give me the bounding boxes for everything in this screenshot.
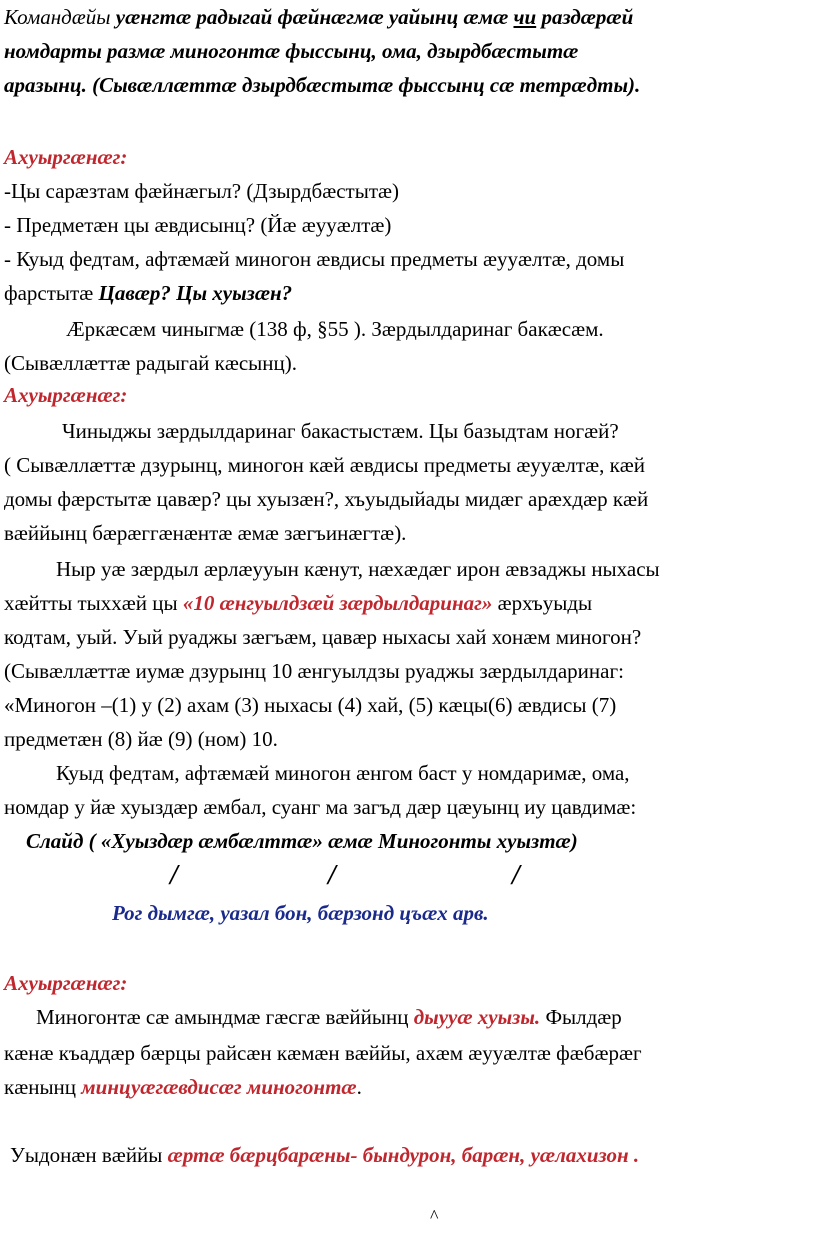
- paragraph-3-line-4: (Сывæллæттæ иумæ дзурынц 10 æнгуылдзы руаджы зæрдылдаринаг:: [4, 659, 624, 683]
- q3-bold-questions: Цавæр? Цы хуызæн?: [98, 281, 293, 305]
- paragraph-3-line-5: «Миногон –(1) у (2) ахам (3) ныхасы (4) хай, (5) кæцы(6) æвдисы (7): [4, 693, 617, 717]
- paragraph-3-line-6: предметæн (8) йæ (9) (ном) 10.: [4, 727, 278, 751]
- paragraph-1-line-2: (Сывæллæттæ радыгай кæсынц).: [4, 351, 298, 375]
- intro-line-2: номдарты размæ миногонтæ фыссынц, ома, дзырдбæстытæ: [4, 39, 579, 63]
- teacher-label-2: Ахуыргæнæг:: [4, 383, 128, 407]
- slash-3: /: [512, 860, 520, 891]
- p5-line3-c: .: [356, 1075, 362, 1099]
- p6-text-a: Уыдонæн вæййы: [10, 1143, 168, 1167]
- paragraph-3-line-1: Ныр уæ зæрдыл æрлæууын кæнут, нæхæдæг ирон æвзаджы ныхасы: [56, 557, 660, 581]
- teacher-label-3: Ахуыргæнæг:: [4, 971, 128, 995]
- paragraph-2-line-2: ( Сывæллæттæ дзурынц, миногон кæй æвдисы предметы æууæлтæ, кæй: [4, 453, 646, 477]
- paragraph-2-line-1: Чиныджы зæрдылдаринаг бакастыстæм. Цы базыдтам ногæй?: [62, 419, 619, 443]
- teacher-label-1: Ахуыргæнæг:: [4, 145, 128, 169]
- slash-2: /: [328, 860, 336, 891]
- intro-command-word: Командæйы: [4, 5, 111, 29]
- question-1: -Цы сарæзтам фæйнæгыл? (Дзырдбæстытæ): [4, 179, 400, 203]
- p3-highlight: «10 æнгуылдзæй зæрдылдаринаг»: [182, 591, 493, 615]
- slash-1: /: [170, 860, 178, 891]
- question-3-line-1: - Куыд федтам, афтæмæй миногон æвдисы предметы æууæлтæ, домы: [4, 247, 625, 271]
- p5-line3-a: кæнынц: [4, 1075, 82, 1099]
- paragraph-3-line-2: [4, 590, 592, 616]
- slide-title: Слайд ( «Хуыздæр æмбæлттæ» æмæ Миногонты хуызтæ): [26, 829, 578, 853]
- question-3-line-2: [4, 280, 292, 306]
- paragraph-5-line-3: [4, 1074, 362, 1100]
- q3-plain: фарстытæ: [4, 281, 99, 305]
- intro-text-2: раздæрæй: [536, 5, 634, 29]
- p5-text-a: Миногонтæ сæ амындмæ гæсгæ вæййынц: [36, 1005, 414, 1029]
- paragraph-4-line-2: номдар у йæ хуыздæр æмбал, суанг ма загъд дæр цæуынц иу цавдимæ:: [4, 795, 637, 819]
- question-2: - Предметæн цы æвдисынц? (Йæ æууæлтæ): [4, 213, 392, 237]
- intro-line-3: аразынц. (Сывæллæттæ дзырдбæстытæ фыссынц сæ тетрæдты).: [4, 73, 641, 97]
- p5-two-types: дыууæ хуызы.: [413, 1005, 541, 1029]
- intro-chi-word: чи: [513, 5, 537, 29]
- paragraph-5-line-2: кæнæ къаддæр бæрцы райсæн кæмæн вæййы, ахæм æууæлтæ фæбæрæг: [4, 1041, 642, 1065]
- intro-text-1: уæнгтæ радыгай фæйнæгмæ уайынц æмæ: [110, 5, 514, 29]
- p5-text-c: Фылдæр: [540, 1005, 622, 1029]
- p6-degrees: æртæ бæрцбарæны- бындурон, барæн, уæлахизон .: [167, 1143, 640, 1167]
- paragraph-6: [10, 1142, 639, 1168]
- p5-term: минцуæгæвдисæг миногонтæ: [81, 1075, 357, 1099]
- paragraph-2-line-3: домы фæрстытæ цавæр? цы хуызæн?, хъуыдыйады мидæг арæхдæр кæй: [4, 487, 649, 511]
- paragraph-5-line-1: [36, 1004, 622, 1030]
- p3-text-c: æрхъуыды: [492, 591, 593, 615]
- paragraph-3-line-3: кодтам, уый. Уый руаджы зæгъæм, цавæр ныхасы хай хонæм миногон?: [4, 625, 642, 649]
- intro-line-1: [4, 4, 633, 30]
- paragraph-4-line-1: Куыд федтам, афтæмæй миногон æнгом баст у номдаримæ, ома,: [56, 761, 630, 785]
- paragraph-1-line-1: Æркæсæм чиныгмæ (138 ф, §55 ). Зæрдылдаринаг бакæсæм.: [66, 317, 604, 341]
- paragraph-2-line-4: вæййынц бæрæггæнæнтæ æмæ зæгъинæгтæ).: [4, 521, 407, 545]
- p3-text-a: хæйтты тыххæй цы: [4, 591, 183, 615]
- example-phrases: Рог дымгæ, уазал бон, бæрзонд цъæх арв.: [112, 901, 489, 925]
- caret-mark: ^: [430, 1206, 439, 1226]
